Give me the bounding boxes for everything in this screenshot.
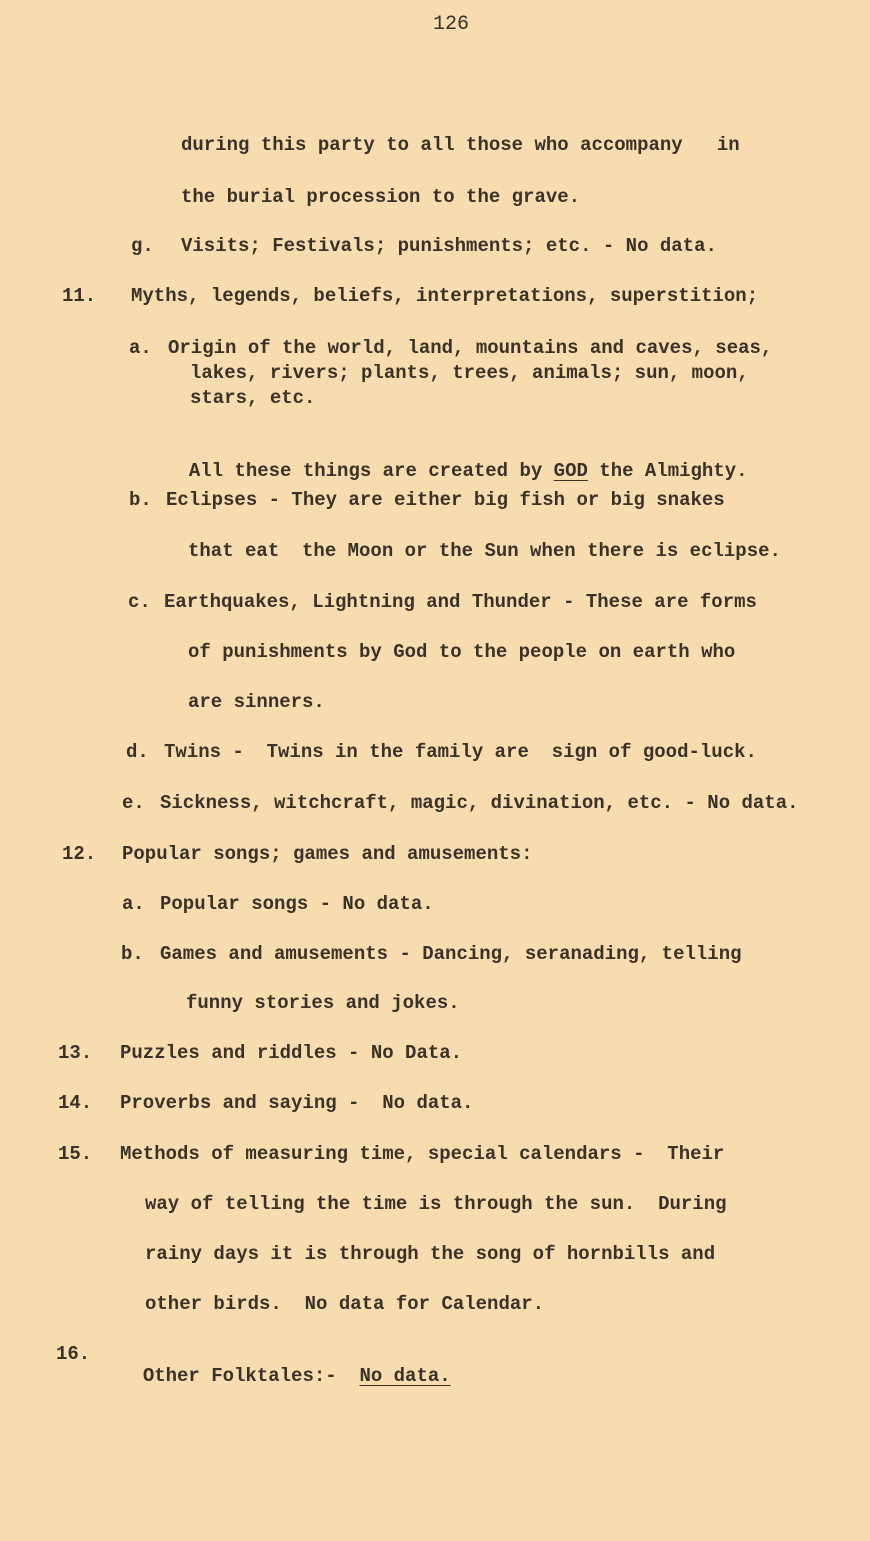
no-data-underlined: No data. [359, 1365, 451, 1387]
item-marker: e. [122, 792, 145, 814]
item-marker: g. [131, 235, 154, 257]
item-marker: c. [128, 591, 151, 613]
section-heading: Myths, legends, beliefs, interpretations, superstition; [131, 285, 759, 307]
item-text: Games and amusements - Dancing, seranading, telling [160, 943, 742, 965]
text-segment: the Almighty. [587, 460, 748, 482]
text-line: lakes, rivers; plants, trees, animals; sun, moon, [190, 362, 749, 384]
item-text: Popular songs - No data. [160, 893, 434, 915]
section-number: 13. [58, 1042, 93, 1064]
section-heading: Proverbs and saying - No data. [120, 1092, 474, 1114]
text-line: of punishments by God to the people on earth who [188, 641, 736, 663]
item-marker: a. [129, 337, 152, 359]
section-number: 15. [58, 1143, 93, 1165]
section-heading [120, 1343, 451, 1387]
item-marker: b. [121, 943, 144, 965]
text-line: rainy days it is through the song of hornbills and [145, 1243, 716, 1265]
god-underlined: GOD [553, 460, 588, 482]
text-line: are sinners. [188, 691, 325, 713]
page-number: 126 [433, 13, 470, 36]
text-line: that eat the Moon or the Sun when there is eclipse. [188, 540, 781, 562]
text-line: the burial procession to the grave. [181, 186, 581, 208]
item-marker: d. [126, 741, 149, 763]
item-text: Twins - Twins in the family are sign of good-luck. [164, 741, 757, 763]
section-heading: Puzzles and riddles - No Data. [120, 1042, 463, 1064]
text-segment: All these things are created by [188, 460, 554, 482]
section-heading: Methods of measuring time, special calendars - Their [120, 1143, 725, 1165]
item-text: Visits; Festivals; punishments; etc. - No data. [181, 235, 717, 257]
item-text: Sickness, witchcraft, magic, divination, etc. - No data. [160, 792, 799, 814]
section-number: 16. [56, 1343, 91, 1365]
section-heading: Popular songs; games and amusements: [122, 843, 533, 865]
item-text: Earthquakes, Lightning and Thunder - These are forms [164, 591, 757, 613]
text-line [166, 438, 748, 482]
section-number: 11. [62, 285, 97, 307]
section-number: 14. [58, 1092, 93, 1114]
text-line: way of telling the time is through the sun. During [145, 1193, 727, 1215]
text-line: during this party to all those who accompany in [181, 134, 740, 156]
item-text: Eclipses - They are either big fish or big snakes [166, 489, 725, 511]
section-number: 12. [62, 843, 97, 865]
item-text: Origin of the world, land, mountains and caves, seas, [168, 337, 773, 359]
item-marker: a. [122, 893, 145, 915]
text-line: other birds. No data for Calendar. [145, 1293, 545, 1315]
item-marker: b. [129, 489, 152, 511]
text-line: funny stories and jokes. [186, 992, 460, 1014]
text-line: stars, etc. [190, 387, 316, 409]
text-segment: Other Folktales:- [142, 1365, 360, 1387]
